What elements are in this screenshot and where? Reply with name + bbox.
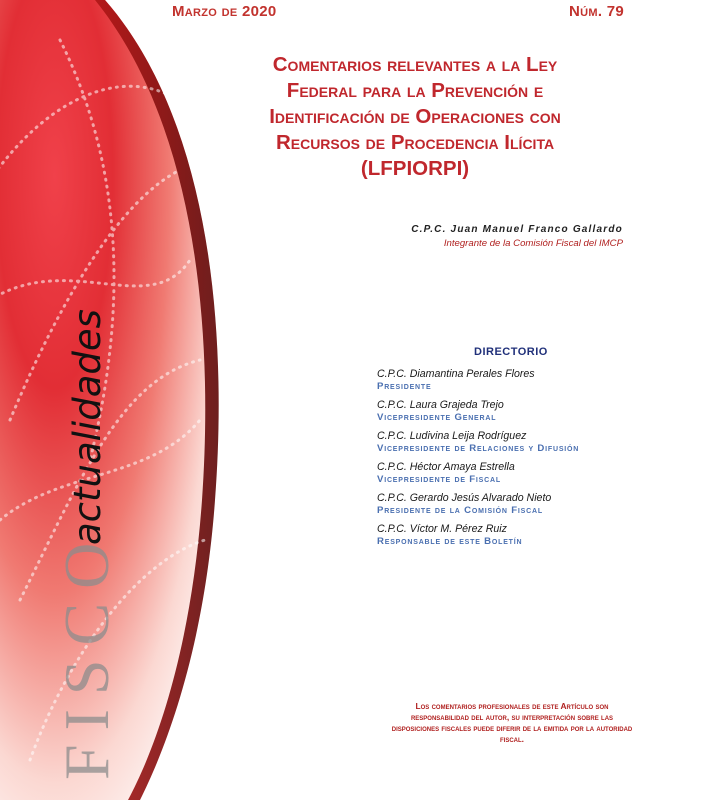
directory-title: DIRECTORIO [474,346,548,358]
disclaimer-note: Los comentarios profesionales de este Artículo son responsabilidad del autor, su interpretación sobre las disposiciones fiscales puede diferir de la emitida por la autoridad fiscal. [391,701,633,744]
title-line: (LFPIORPI) [360,157,470,180]
logo-fisco-text: FISCO [51,528,122,780]
member-name: C.P.C. Héctor Amaya Estrella [377,461,515,473]
issue-number: Núm. 79 [569,3,625,20]
title-line: Comentarios relevantes a la Ley [272,53,558,76]
directory-entry [377,461,677,492]
cover-banner [0,0,240,800]
member-name: C.P.C. Víctor M. Pérez Ruiz [377,523,507,535]
member-name: C.P.C. Laura Grajeda Trejo [377,399,504,411]
member-name: C.P.C. Diamantina Perales Flores [377,368,535,380]
directory-entry [377,399,677,430]
directory-entry [377,368,677,399]
author-role: Integrante de la Comisión Fiscal del IMCP [443,238,623,249]
article-title [222,52,608,182]
member-role: Presidente [377,381,432,392]
directory-entry [377,430,677,461]
member-role: Vicepresidente General [377,412,497,423]
title-line: Recursos de Procedencia Ilícita [275,131,555,154]
member-role: Responsable de este Boletín [377,536,523,547]
directory-entry [377,523,677,554]
member-name: C.P.C. Ludivina Leija Rodríguez [377,430,527,442]
title-line: Federal para la Prevención e [286,79,544,102]
directory-list [377,368,677,554]
issue-date: Marzo de 2020 [172,3,277,20]
title-line: Identificación de Operaciones con [269,105,561,128]
member-role: Presidente de la Comisión Fiscal [377,505,543,516]
member-role: Vicepresidente de Relaciones y Difusión [377,443,580,454]
member-role: Vicepresidente de Fiscal [377,474,501,485]
logo-actualidades-text: actualidades [66,309,109,545]
member-name: C.P.C. Gerardo Jesús Alvarado Nieto [377,492,552,504]
directory-entry [377,492,677,523]
author-name: C.P.C. Juan Manuel Franco Gallardo [411,224,623,235]
